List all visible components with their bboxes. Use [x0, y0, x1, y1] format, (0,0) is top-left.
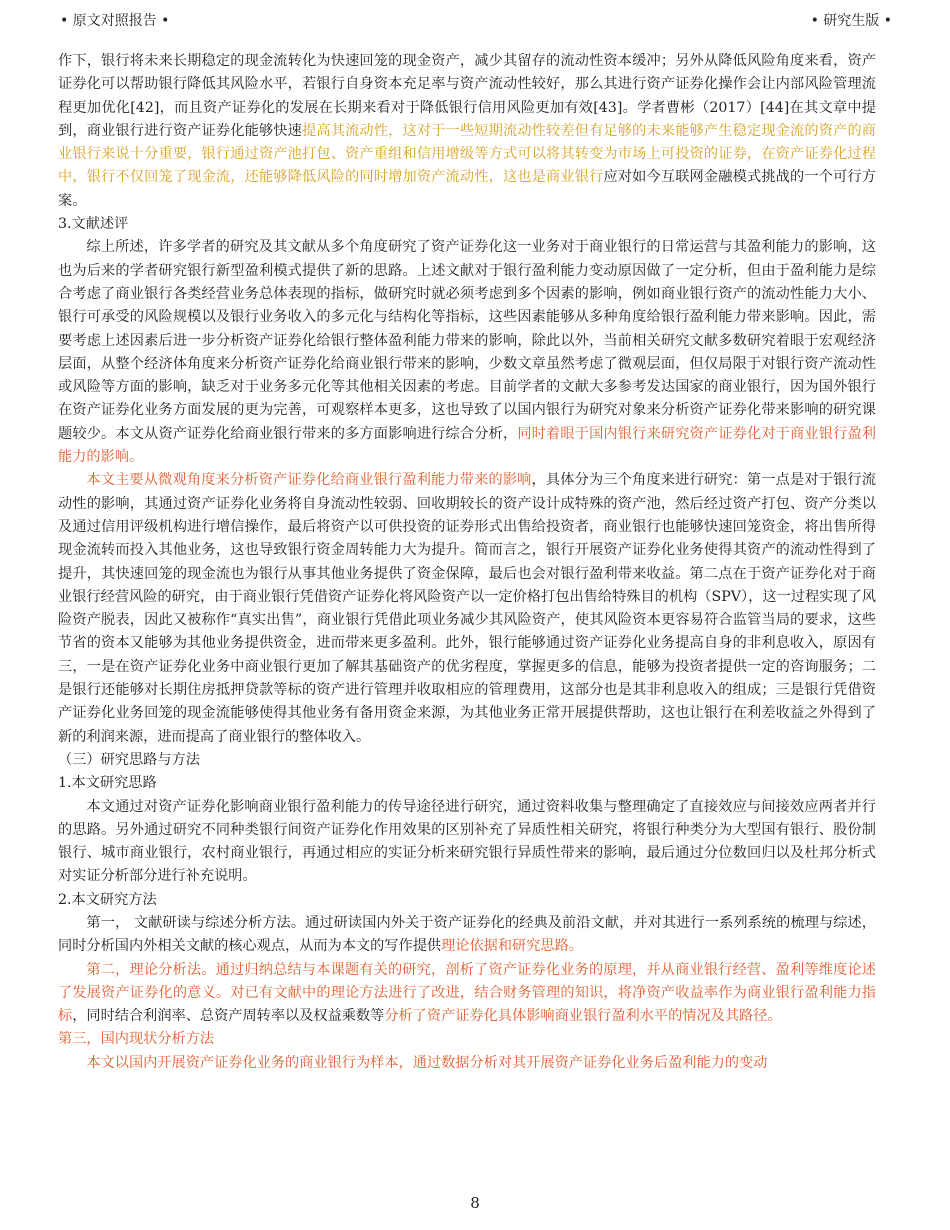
paragraph-p11 [58, 1028, 876, 1051]
edition-label: • 研究生版 • [810, 13, 892, 29]
highlighted-text-segment: 理论依据和研究思路。 [441, 938, 583, 955]
paragraph-p4 [58, 469, 876, 749]
paragraph-p8 [58, 889, 876, 912]
highlighted-text-segment: 第三，国内现状分析方法 [58, 1031, 215, 1048]
paragraph-p6 [58, 772, 876, 795]
highlighted-text-segment: 同时着眼于国内银行来研究资产证券化对于商业银行盈利能力的影响。 [58, 425, 876, 466]
text-segment: 综上所述，许多学者的研究及其文献从多个角度研究了资产证券化这一业务对于商业银行的日常运营与其盈利能力的影响，这也为后来的学者研究银行新型盈利模式提供了新的思路。上述文献对于银行盈利能力变动原因做了一定分析，但由于盈利能力是综合考虑了商业银行各类经营业务总体表现的指标，做研究时就必须考虑到多个因素的影响，例如商业银行资产的流动性能力大小、银行可承受的风险规模以及银行业务收入的多元化与结构化等指标，这些因素能够从多种角度给银行盈利能力带来影响。因此，需要考虑上述因素后进一步分析资产证券化给银行整体盈利能力带来的影响，除此以外，当前相关研究文献多数研究着眼于宏观经济层面，从整个经济体角度来分析资产证券化给商业银行带来的影响，少数文章虽然考虑了微观层面，但仅局限于对银行资产流动性或风险等方面的影响，缺乏对于业务多元化等其他相关因素的考虑。目前学者的文献大多参考发达国家的商业银行，因为国外银行在资产证券化业务方面发展的更为完善，可观察样本更多，这也导致了以国内银行为研究对象来分析资产证券化带来影响的研究课题较少。本文从资产证券化给商业银行带来的多方面影响进行综合分析， [58, 239, 876, 442]
highlighted-text-segment: 分析了资产证券化具体影响商业银行盈利水平的情况及其路径。 [384, 1008, 782, 1025]
highlighted-text-segment: 本文以国内开展资产证券化业务的商业银行为样本，通过数据分析对其开展资产证券化业务后盈利能力的变动 [86, 1054, 768, 1071]
text-segment: 3.文献述评 [58, 216, 129, 233]
page-number: 8 [470, 1194, 480, 1212]
text-segment: 作下，银行将未来长期稳定的现金流转化为快速回笼的现金资产，减少其留存的流动性资本缓冲；另外从降低风险角度来看，资产证券化可以帮助银行降低其风险水平，若银行自身资本充足率与资产流动性较好，那么其进行资产证券化操作会让内部风险管理流程更加优化[42]，而且资产证券化的发展在长期来看对于降低银行信用风险更加有效[43]。学者曹彬（2017）[44]在其文章中提到，商业银行进行资产证券化能够快速 [58, 53, 876, 139]
paragraph-p1 [58, 50, 876, 213]
paragraph-p5 [58, 749, 876, 772]
paragraph-p7 [58, 796, 876, 889]
highlighted-text-segment: 第二，理论分析法。通过归纳总结与本课题有关的研究，剖析了资产证券化业务的原理，并从商业银行经营、盈利等维度论述了发展资产证券化的意义。对已有文献中的理论方法进行了改进，结合财务管理的知识，将净资产收益率作为商业银行盈利能力指标 [58, 961, 876, 1025]
text-segment: ，具体分为三个角度来进行研究：第一点是对于银行流动性的影响，其通过资产证券化业务将自身流动性较弱、回收期较长的资产设计成特殊的资产池，然后经过资产打包、资产分类以及通过信用评级机构进行增信操作，最后将资产以可供投资的证券形式出售给投资者，商业银行也能够快速回笼资金，将出售所得现金流转而投入其他业务，这也导致银行资金周转能力大为提升。简而言之，银行开展资产证券化业务使得其资产的流动性得到了提升，其快速回笼的现金流也为银行从事其他业务提供了资金保障，最后也会对银行盈利带来收益。第二点在于资产证券化对于商业银行经营风险的研究，由于商业银行凭借资产证券化将风险资产以一定价格打包出售给特殊目的机构（SPV），这一过程实现了风险资产脱表，因此又被称作“真实出售”，商业银行凭借此项业务减少其风险资产，使其风险资本更容易符合监管当局的要求，这些节省的资本又能够为其他业务提供资金，进而带来更多盈利。此外，银行能够通过资产证券化业务提高自身的非利息收入，原因有三，一是在资产证券化业务中商业银行更加了解其基础资产的优劣程度，掌握更多的信息，能够为投资者提供一定的咨询服务；二是银行还能够对长期住房抵押贷款等标的资产进行管理并收取相应的管理费用，这部分也是其非利息收入的组成；三是银行凭借资产证券化业务回笼的现金流能够使得其他业务有备用资金来源，为其他业务正常开展提供帮助，这也让银行在利差收益之外得到了新的利润来源，进而提高了商业银行的整体收入。 [58, 472, 876, 745]
page-header [60, 10, 892, 32]
text-segment: 本文通过对资产证券化影响商业银行盈利能力的传导途径进行研究，通过资料收集与整理确定了直接效应与间接效应两者并行的思路。另外通过研究不同种类银行间资产证券化作用效果的区别补充了异质性相关研究，将银行种类分为大型国有银行、股份制银行、城市商业银行，农村商业银行，再通过相应的实证分析来研究银行异质性带来的影响，最后通过分位数回归以及杜邦分析式对实证分析部分进行补充说明。 [58, 798, 876, 885]
paragraph-p12 [58, 1052, 876, 1075]
text-segment: ，同时结合利润率、总资产周转率以及权益乘数等 [72, 1008, 385, 1025]
document-body [58, 50, 876, 1075]
report-type-label: • 原文对照报告 • [60, 13, 170, 29]
paragraph-p2 [58, 213, 876, 236]
paragraph-p9 [58, 912, 876, 959]
highlighted-text-segment: 提高其流动性，这对于一些短期流动性较差但有足够的未来能够产生稳定现金流的资产的商业银行来说十分重要，银行通过资产池打包、资产重组和信用增级等方式可以将其转变为市场上可投资的证券，在资产证券化过程中，银行不仅回笼了现金流，还能够降低风险的同时增加资产流动性，这也是商业银行 [58, 122, 876, 186]
text-segment: 第一， 文献研读与综述分析方法。通过研读国内外关于资产证券化的经典及前沿文献，并对其进行一系列系统的梳理与综述，同时分析国内外相关文献的核心观点，从而为本文的写作提供 [58, 914, 876, 955]
highlighted-text-segment: 本文主要从微观角度来分析资产证券化给商业银行盈利能力带来的影响 [86, 472, 532, 489]
text-segment: （三）研究思路与方法 [58, 751, 200, 768]
paragraph-p10 [58, 959, 876, 1029]
text-segment: 1.本文研究思路 [58, 775, 157, 792]
paragraph-p3 [58, 236, 876, 469]
text-segment: 2.本文研究方法 [58, 891, 157, 908]
text-segment: 应对如今互联网金融模式挑战的一个可行方案。 [58, 169, 876, 209]
